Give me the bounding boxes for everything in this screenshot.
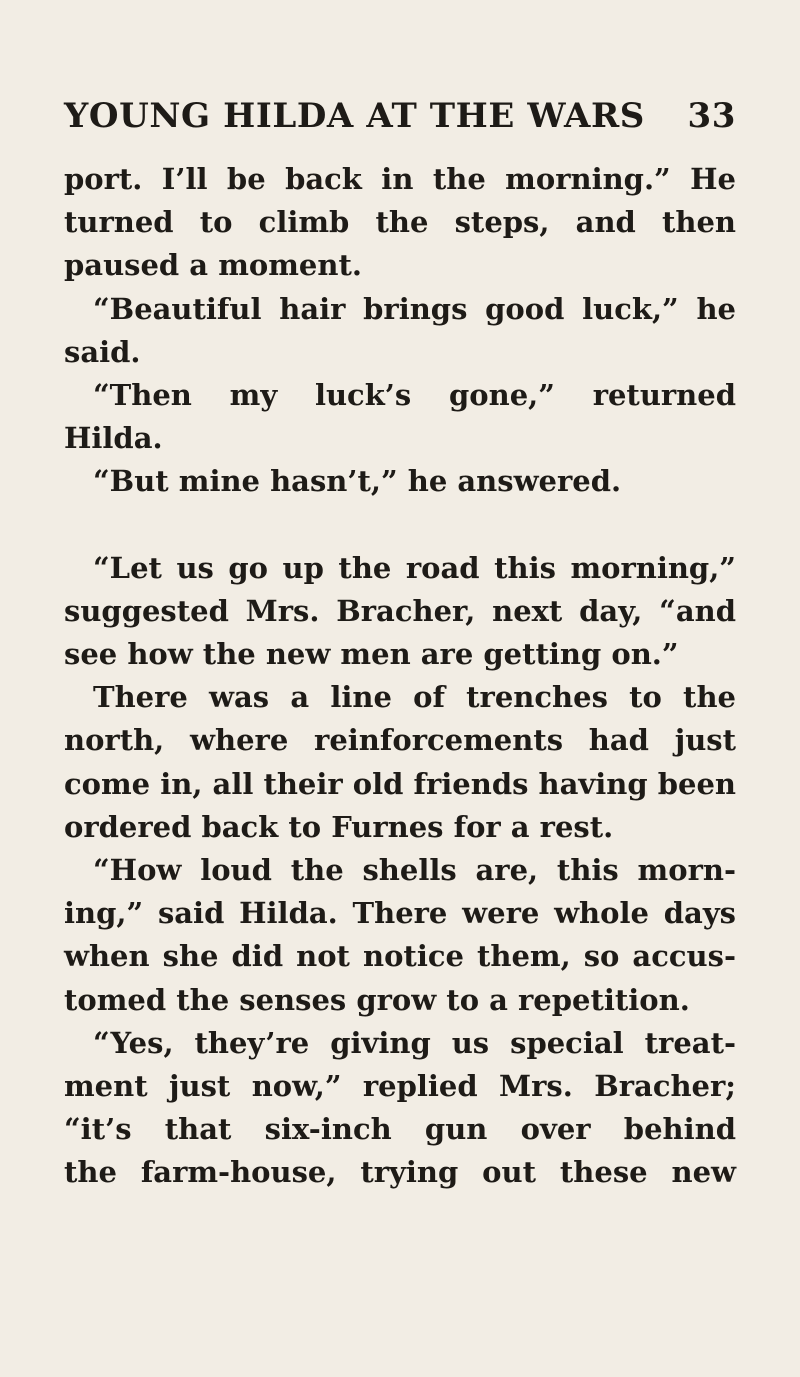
page-number: 33	[687, 96, 736, 136]
text-line: “it’s that six-inch gun over behind	[64, 1112, 736, 1147]
text-line: said.	[64, 334, 141, 369]
text-line: “Then my luck’s gone,” returned	[93, 377, 736, 412]
text-line: “How loud the shells are, this morn-	[93, 853, 736, 887]
text-line: tomed the senses grow to a repetition.	[64, 982, 690, 1017]
section-break	[64, 504, 736, 547]
text-line: turned to climb the steps, and then	[64, 205, 736, 240]
text-line: “Yes, they’re giving us special treat-	[93, 1025, 736, 1060]
running-head	[64, 94, 736, 138]
text-line: There was a line of trenches to the	[93, 680, 736, 715]
text-line: “But mine hasn’t,” he answered.	[93, 464, 622, 499]
text-line: north, where reinforcements had just	[64, 723, 736, 758]
text-line: ment just now,” replied Mrs. Bracher;	[64, 1068, 736, 1103]
body-text	[64, 158, 736, 1195]
text-line: “Let us go up the road this morning,”	[93, 550, 736, 585]
text-line: suggested Mrs. Bracher, next day, “and	[64, 593, 736, 628]
text-line: ordered back to Furnes for a rest.	[64, 809, 614, 844]
text-line: the farm-house, trying out these new	[64, 1155, 736, 1190]
running-title: YOUNG HILDA AT THE WARS	[64, 96, 645, 136]
text-line: see how the new men are getting on.”	[64, 637, 679, 672]
text-line: “Beautiful hair brings good luck,” he	[93, 291, 736, 326]
text-line: when she did not notice them, so accus-	[64, 939, 736, 974]
text-line: come in, all their old friends having been	[64, 766, 736, 801]
text-line: port. I’ll be back in the morning.” He	[64, 162, 736, 196]
text-line: paused a moment.	[64, 248, 362, 283]
text-line: Hilda.	[64, 421, 163, 456]
text-line: ing,” said Hilda. There were whole days	[64, 896, 736, 931]
